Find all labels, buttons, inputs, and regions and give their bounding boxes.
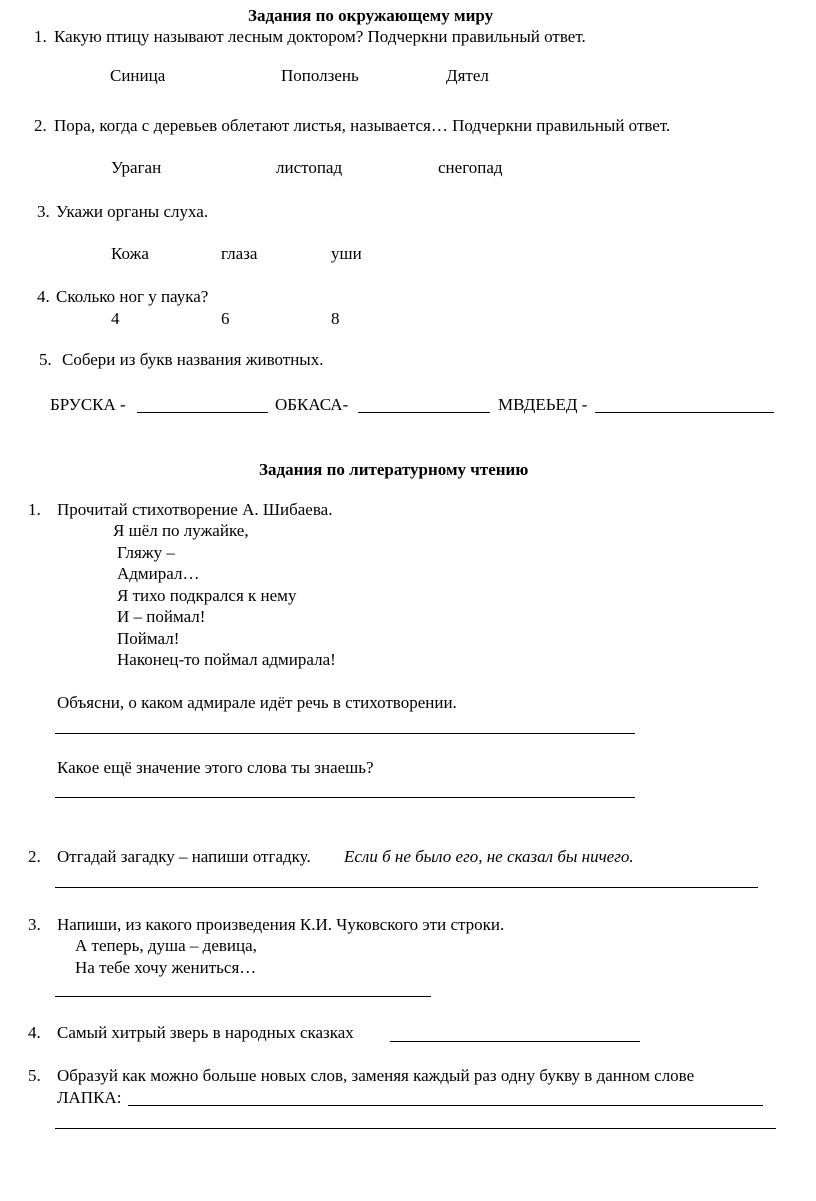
world-q5-answer-line-1[interactable] — [137, 412, 268, 413]
poem-line-1: Я шёл по лужайке, — [113, 521, 249, 540]
world-q5-answer-line-2[interactable] — [358, 412, 490, 413]
reading-q3-number: 3. — [28, 915, 41, 934]
reading-q3-answer-line[interactable] — [55, 996, 431, 997]
world-q3-option-3[interactable]: уши — [331, 244, 362, 263]
reading-q5-answer-line-2[interactable] — [55, 1128, 776, 1129]
world-q1-option-1[interactable]: Синица — [110, 66, 166, 85]
world-q5-word-1: БРУСКА - — [50, 395, 126, 414]
world-q3-text: Укажи органы слуха. — [56, 202, 209, 221]
world-q5-word-3: МВДЕЬЕД - — [498, 395, 588, 414]
world-q1-text: Какую птицу называют лесным доктором? Подчеркни правильный ответ. — [54, 27, 586, 46]
world-q4-option-3[interactable]: 8 — [331, 309, 340, 328]
reading-q3-text: Напиши, из какого произведения К.И. Чуковского эти строки. — [57, 915, 505, 934]
world-q2-option-3[interactable]: снегопад — [438, 158, 503, 177]
reading-q4-number: 4. — [28, 1023, 41, 1042]
world-q4-option-1[interactable]: 4 — [111, 309, 120, 328]
world-q2-text: Пора, когда с деревьев облетают листья, называется… Подчеркни правильный ответ. — [54, 116, 671, 135]
reading-q5-word: ЛАПКА: — [57, 1088, 122, 1107]
world-q4-text: Сколько ног у паука? — [56, 287, 209, 306]
world-q4-number: 4. — [37, 287, 50, 306]
poem-line-4: Я тихо подкрался к нему — [117, 586, 297, 605]
poem-line-3: Адмирал… — [117, 564, 200, 583]
reading-q5-answer-line-1[interactable] — [128, 1105, 763, 1106]
reading-q4-text: Самый хитрый зверь в народных сказках — [57, 1023, 354, 1042]
world-q1-option-2[interactable]: Поползень — [281, 66, 359, 85]
world-q5-number: 5. — [39, 350, 52, 369]
reading-title: Задания по литературному чтению — [259, 460, 529, 479]
world-q3-option-1[interactable]: Кожа — [111, 244, 149, 263]
reading-q1-explain: Объясни, о каком адмирале идёт речь в стихотворении. — [57, 693, 457, 712]
poem-line-2: Гляжу – — [117, 543, 175, 562]
world-q1-number: 1. — [34, 27, 47, 46]
reading-q3-line-1: А теперь, душа – девица, — [75, 936, 257, 955]
reading-q1-number: 1. — [28, 500, 41, 519]
reading-q4-answer-line[interactable] — [390, 1041, 640, 1042]
world-q3-number: 3. — [37, 202, 50, 221]
poem-line-5: И – поймал! — [117, 607, 206, 626]
reading-q2-number: 2. — [28, 847, 41, 866]
world-q2-option-2[interactable]: листопад — [276, 158, 343, 177]
reading-q2-text: Отгадай загадку – напиши отгадку. — [57, 847, 311, 866]
world-q3-option-2[interactable]: глаза — [221, 244, 258, 263]
reading-q1-text: Прочитай стихотворение А. Шибаева. — [57, 500, 333, 519]
poem-line-7: Наконец-то поймал адмирала! — [117, 650, 336, 669]
world-q2-option-1[interactable]: Ураган — [111, 158, 162, 177]
world-q2-number: 2. — [34, 116, 47, 135]
reading-q2-answer-line[interactable] — [55, 887, 758, 888]
reading-q5-text: Образуй как можно больше новых слов, заменяя каждый раз одну букву в данном слове — [57, 1066, 695, 1085]
world-title: Задания по окружающему миру — [248, 6, 494, 25]
poem-line-6: Поймал! — [117, 629, 180, 648]
reading-q5-number: 5. — [28, 1066, 41, 1085]
reading-q2-riddle: Если б не было его, не сказал бы ничего. — [344, 847, 634, 866]
reading-q1-other-meaning: Какое ещё значение этого слова ты знаешь? — [57, 758, 374, 777]
world-q5-text: Собери из букв названия животных. — [62, 350, 324, 369]
world-q5-answer-line-3[interactable] — [595, 412, 774, 413]
reading-q1-answer-line-2[interactable] — [55, 797, 635, 798]
world-q1-option-3[interactable]: Дятел — [446, 66, 489, 85]
world-q4-option-2[interactable]: 6 — [221, 309, 230, 328]
world-q5-word-2: ОБКАСА- — [275, 395, 349, 414]
reading-q1-answer-line-1[interactable] — [55, 733, 635, 734]
reading-q3-line-2: На тебе хочу жениться… — [75, 958, 257, 977]
